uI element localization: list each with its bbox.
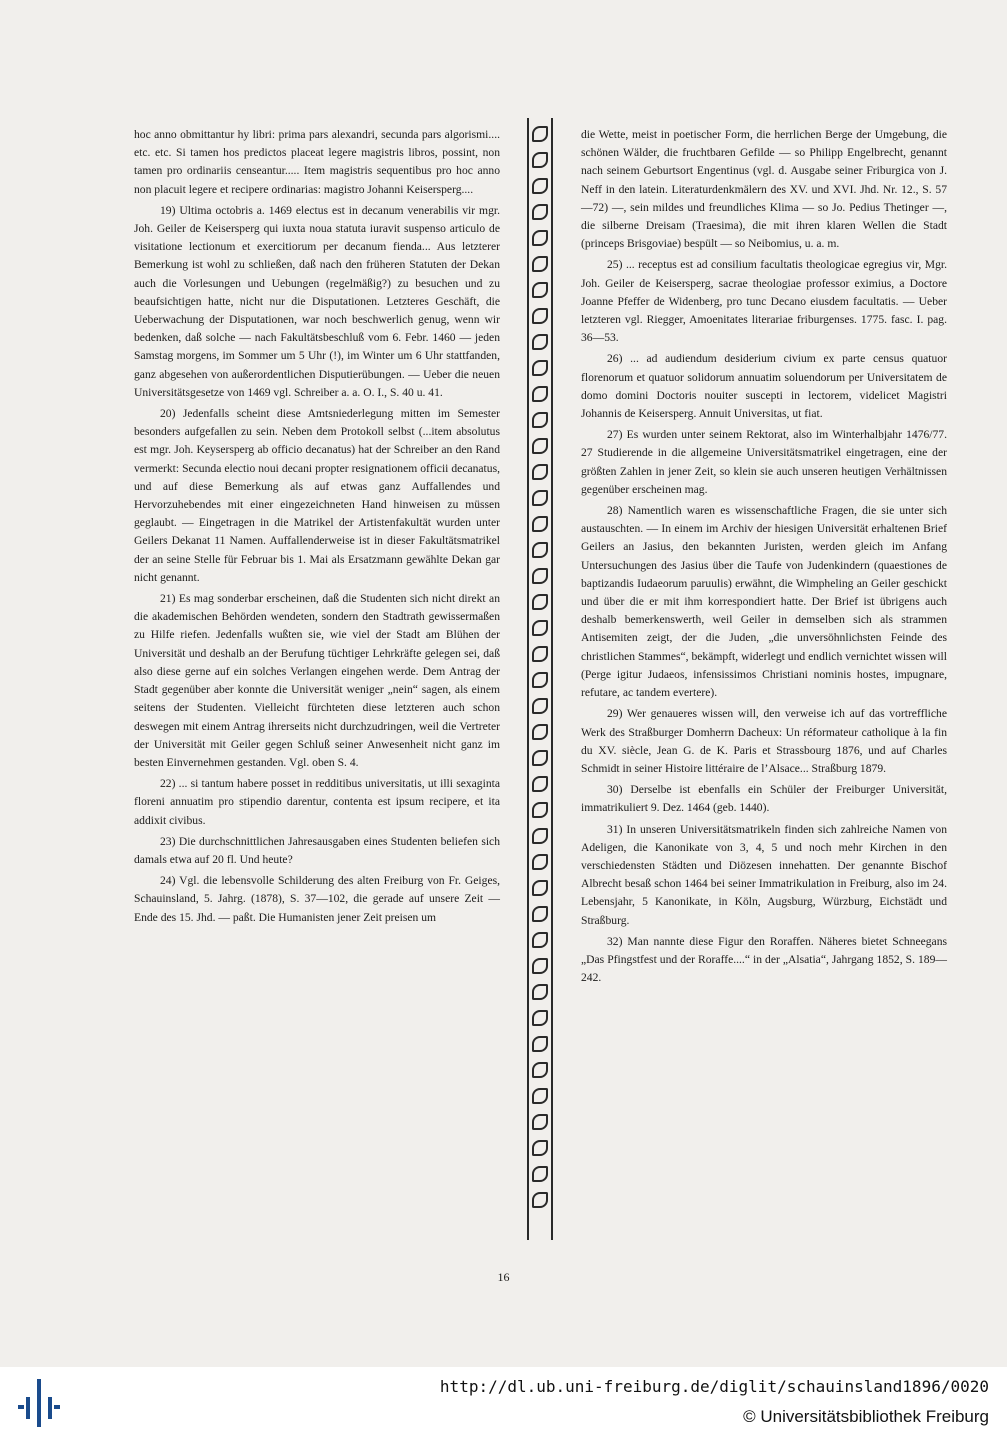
ornament-icon xyxy=(532,308,548,324)
paragraph: 32) Man nannte diese Figur den Roraffen. Näheres bietet Schneegans „Das Pfingstfest und der Roraffe....“ in der „Alsatia“, Jahrgang 1852, S. 189—242. xyxy=(581,934,947,985)
paragraph: 28) Namentlich waren es wissenschaftliche Fragen, die sie unter sich austauschten. — In einem im Archiv der hiesigen Universität erhaltenen Brief Geilers an Jasius, den bekannten Juristen, werden gleich im Anfang Untersuchungen des Jasius über die Taufe von Judenkindern (quaestiones de baptizandis Iudaeorum paruulis) erwähnt, die Wimpheling an Geiler geschickt und über die er mit ihm korrespondiert hatte. Der Brief ist übrigens auch deshalb bemerkenswerth, weil Geiler in demselben sich als strammen Antisemiten zeigt, der die Juden, „die unversöhnlichsten Feinde des christlichen Stammes“, bekämpft, widerlegt und endlich vernichtet wissen will (Perge igitur Judaeos, infensissimos Christiani nominis hostes, impugnare, refutare, ac tandem evertere). xyxy=(581,504,947,700)
ornamental-column-divider xyxy=(527,118,553,1240)
paragraph: 22) ... si tantum habere posset in redditibus universitatis, ut illi sexaginta floreni annuatim pro stipendio darentur, contenta est ipsum recipere, et ita addixit civibus. xyxy=(134,777,500,827)
ornament-icon xyxy=(532,906,548,922)
ornament-icon xyxy=(532,386,548,402)
paragraph: 20) Jedenfalls scheint diese Amtsniederlegung mitten im Semester besonders aufgefallen zu sein. Neben dem Protokoll selbst (...item absolutus est mgr. Joh. Keysersperg ab officio decanatus) hat der Schreiber an den Rand vermerkt: Secunda electio noui decani propter resignationem officii decanatus, und auf diese Bemerkung als auf etwas ganz Auffallendes und Hervorzuhebendes mit einer eingezeichneten Hand hinweisen zu müssen geglaubt. — Eingetragen in die Matrikel der Artistenfakultät wurden unter Geilers Dekanat 11 Namen. Auffallenderweise ist in dieser Fakultätsmatrikel der an seine Stelle für Februar bis 1. Mai als Ersatzmann gewählte Dekan gar nicht genannt. xyxy=(134,407,500,584)
ornament-icon xyxy=(532,828,548,844)
paragraph: 24) Vgl. die lebensvolle Schilderung des alten Freiburg von Fr. Geiges, Schauinsland, 5. Jahrg. (1878), S. 37—102, die gerade auf unsere Zeit — Ende des 15. Jhd. — paßt. Die Humanisten jener Zeit preisen um xyxy=(134,874,500,924)
paragraph: 25) ... receptus est ad consilium facultatis theologicae egregius vir, Mgr. Joh. Geiler de Keisersperg, sacrae theologiae professor eximius, a Doctore Joanne Pfeffer de Widenberg, pro tunc Decano eiusdem facultatis. — Ueber letzteren vgl. Riegger, Amoenitates literariae friburgenses. 1775. fasc. I. pag. 36—53. xyxy=(581,258,947,345)
ornament-icon xyxy=(532,360,548,376)
ornament-icon xyxy=(532,412,548,428)
ornament-icon xyxy=(532,542,548,558)
paragraph: 23) Die durchschnittlichen Jahresausgaben eines Studenten beliefen sich damals etwa auf 20 fl. Und heute? xyxy=(134,834,500,866)
ornament-icon xyxy=(532,958,548,974)
ornament-icon xyxy=(532,1088,548,1104)
paragraph: 31) In unseren Universitätsmatrikeln finden sich zahlreiche Namen von Adeligen, die Kanonikate von 3, 4, 5 und noch mehr Kirchen in den verschiedensten Städten und Diözesen innehatten. Der genannte Bischof Albrecht besaß schon 1464 bei seiner Immatrikulation in Freiburg, also im 24. Lebensjahr, 5 Kanonikate, in Köln, Augsburg, Würzburg, Eichstädt und Straßburg. xyxy=(581,822,947,927)
ornament-icon xyxy=(532,594,548,610)
ornament-icon xyxy=(532,698,548,714)
ornament-icon xyxy=(532,256,548,272)
ornament-icon xyxy=(532,178,548,194)
paragraph: 26) ... ad audiendum desiderium civium ex parte census quatuor florenorum et quatuor solidorum annuatim soluendorum per Universitatem de domo domini Doctoris nouiter suscepti in lectorem, videlicet Magistri Johannis de Keisersperg. Annuit Universitas, ut fiat. xyxy=(581,352,947,421)
ornament-icon xyxy=(532,1114,548,1130)
ornament-icon xyxy=(532,854,548,870)
ornament-icon xyxy=(532,620,548,636)
paragraph: 30) Derselbe ist ebenfalls ein Schüler der Freiburger Universität, immatrikuliert 9. Dez. 1464 (geb. 1440). xyxy=(581,783,947,815)
ornament-icon xyxy=(532,438,548,454)
ornament-icon xyxy=(532,932,548,948)
ornament-icon xyxy=(532,1140,548,1156)
ornament-icon xyxy=(532,1166,548,1182)
ornament-icon xyxy=(532,204,548,220)
paragraph: hoc anno obmittantur hy libri: prima pars alexandri, secunda pars algorismi.... etc. etc. Si tamen hos predictos placeat legere magistris libros, possint, non tamen pro ordinariis censeantur..... Item magistris sequentibus pro hoc anno non placuit legere et recipere ordinarias: magistro Johanni Keisersperg.... xyxy=(134,128,500,196)
ornament-icon xyxy=(532,776,548,792)
paragraph: die Wette, meist in poetischer Form, die herrlichen Berge der Umgebung, die schönen Wälder, die fruchtbaren Gefilde — so Philipp Engelbrecht, genannt nach seinem Geburtsort Engentinus (vgl. d. Ausgabe seiner Friburgica von J. Neff in den latein. Literaturdenkmälern des XV. und XVI. Jhd. Nr. 12., S. 57—72) —, sein mildes und freundliches Klima — so Jo. Pedius Thetinger —, die silberne Dreisam (Traesima), die mit ihren klaren Wellen die Stadt (princeps Brisgoviae) bespült — so Neibomius, u. a. m. xyxy=(581,128,947,251)
ornament-icon xyxy=(532,672,548,688)
paragraph: 27) Es wurden unter seinem Rektorat, also im Winterhalbjahr 1476/77. 27 Studierende in die allgemeine Universitätsmatrikel eingetragen, eine der größten Zahlen in jener Zeit, so klein sie auch unseren heutigen Verhältnissen gegenüber erscheinen mag. xyxy=(581,428,947,496)
ornament-icon xyxy=(532,984,548,1000)
ornament-icon xyxy=(532,126,548,142)
paragraph: 29) Wer genaueres wissen will, den verweise ich auf das vortreffliche Werk des Straßburger Domherrn Dacheux: Un réformateur catholique à la fin du XV. siècle, Jean G. de K. Paris et Strassbourg 1876, und auf Charles Schmidt in seiner Histoire littéraire de l’Alsace... Straßburg 1879. xyxy=(581,707,947,775)
copyright-notice: © Universitätsbibliothek Freiburg xyxy=(743,1407,989,1426)
ornament-icon xyxy=(532,1036,548,1052)
paragraph: 21) Es mag sonderbar erscheinen, daß die Studenten sich nicht direkt an die akademischen Behörden wendeten, sondern den Stadtrath gewissermaßen zu Hilfe riefen. Jedenfalls wußten sie, wie viel der Stadt am Blühen der Universität und deshalb an der Berufung tüchtiger Lehrkräfte gelegen sei, daß also diese gerne auf ein solches Verlangen eingehen werde. Dem Antrag der Stadt gegenüber aber konnte die Universität weniger „nein“ sagen, als einem seitens der Studenten. Vielleicht fürchteten diese letzteren auch schon deswegen mit einem Antrag ihrerseits nicht durchzudringen, weil die Vertreter der Universität mit Geiler gegen Schluß seiner Anwesenheit nicht ganz im besten Einvernehmen gestanden. Vgl. oben S. 4. xyxy=(134,592,500,769)
ornament-icon xyxy=(532,516,548,532)
right-text-column xyxy=(581,126,947,990)
ornament-icon xyxy=(532,646,548,662)
ornament-icon xyxy=(532,802,548,818)
ornament-icon xyxy=(532,230,548,246)
ornament-icon xyxy=(532,568,548,584)
ornament-icon xyxy=(532,724,548,740)
library-logo-icon xyxy=(18,1379,60,1427)
ornament-icon xyxy=(532,1192,548,1208)
ornament-icon xyxy=(532,750,548,766)
page-number: 16 xyxy=(497,1270,510,1284)
ornament-icon xyxy=(532,490,548,506)
ornament-icon xyxy=(532,334,548,350)
viewer-footer xyxy=(0,1367,1007,1439)
paragraph: 19) Ultima octobris a. 1469 electus est in decanum venerabilis vir mgr. Joh. Geiler de Keisersperg qui iuxta noua statuta iuravit suspenso articulo de visitatione lectionum et exercitiorum per decanum fienda... Aus letzterer Bemerkung ist wohl zu schließen, daß nach den früheren Statuten der Dekan auch die Vorlesungen und Uebungen (regelmäßig?) zu besuchen und zu beaufsichtigen hatte, nicht nur die Disputationen. Letzteres Geschäft, die Ueberwachung der Disputationen, war noch beschwerlich genug, wenn wir bedenken, daß solche — nach Fakultätsbeschluß vom 6. Febr. 1460 — jeden Samstag morgens, im Sommer um 5 Uhr (!), im Winter um 6 Uhr stattfanden, ganz abgesehen von außerordentlichen Disputierübungen. — Ueber die neuen Universitätsgesetze von 1469 vgl. Schreiber a. a. O. I., S. 40 u. 41. xyxy=(134,203,500,399)
permalink[interactable]: http://dl.ub.uni-freiburg.de/diglit/schauinsland1896/0020 xyxy=(439,1377,989,1396)
left-text-column xyxy=(134,126,500,930)
ornament-icon xyxy=(532,1010,548,1026)
ornament-icon xyxy=(532,1062,548,1078)
ornament-icon xyxy=(532,282,548,298)
ornament-icon xyxy=(532,464,548,480)
ornament-icon xyxy=(532,152,548,168)
ornament-icon xyxy=(532,880,548,896)
